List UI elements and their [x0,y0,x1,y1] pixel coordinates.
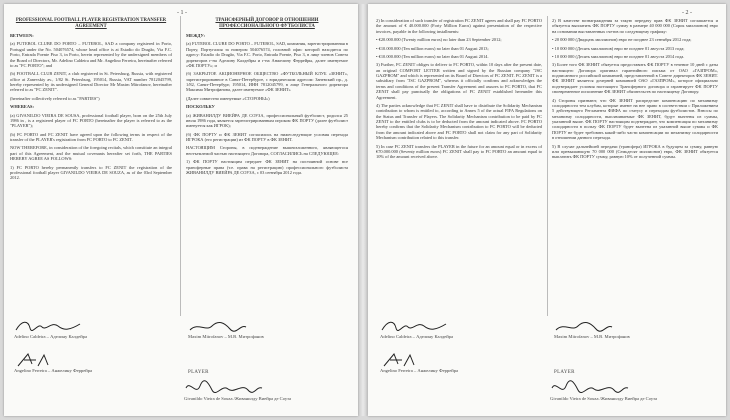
clause-5-ru: 5) В случае дальнейшей передачи (трансфера) ИГРОКА в будущем за сумму, равную или превышающую 70 000 000 (Семьдесят миллионов) евро, ФК ЗЕНИТ обязуется выплатить ФК ПОРТУ сумму, равную 10% от полученной суммы. [552,143,718,160]
clause-4-ru: 4) Стороны признают, что ФК ЗЕНИТ распределит компенсацию по механизму солидарности тем клубам, которые имеют на нее право в соответствии с Приложением 5 действующего Регламента ФИФА по статусу и переходам футболистов. Взносы по механизму солидарности, выплачиваемые ФК ЗЕНИТ, будут вычтены из суммы, указанной выше. ФК ПОРТУ настоящим подтверждает, что компенсация по механизму солидарности в пользу ФК ПОРТУ будет вычтена из указанной выше суммы и ФК ПОРТУ не будет требовать какой-либо части компенсации по механизму солидарности в отношении данного перехода. [552,97,718,141]
column-divider [547,16,548,316]
porto-signatory-names: Adelino Caldeira – Аделину Калдейра [14,334,87,339]
whereas-label-en: WHEREAS: [10,104,34,110]
porto-signature-2 [380,352,458,373]
english-column [376,18,542,163]
handwritten-signature-icon [188,320,248,334]
handwritten-signature-icon [554,320,614,334]
porto-signatory-names-2: Angelino Ferreira – Анжелину Феррейра [14,368,93,373]
party-a-ru: (а) FUTEBOL CLUBE DO PORTO – FUTEBOL, SAD, компания, зарегистрированная в Порту, Португалия за номером 504076574, головной офис которой находится по адресу: Estadio do Dragão, Via F.C. Porto, Entrada Poente, Piso 3, в лице членов Совета директоров г-на Аделину Калдейры и г-на Анжелину Феррейры, далее именуемое «ФК ПОРТУ»; и [186,41,348,68]
signature-block [368,316,726,416]
player-label: PLAYER [554,370,575,375]
zenit-signature [188,320,264,339]
page-1 [4,4,358,416]
parties-note-en: (hereinafter collectively referred to as "PARTIES") [10,95,100,101]
player-signature [184,380,291,401]
book-spine [359,4,367,416]
clause-5-en: 5) In case FC ZENIT transfers the PLAYER in the future for an amount equal or in excess of €70.000.000 (Seventy million euros) FC ZENIT shall pay to FC PORTO an amount equal to 10% of the amount received above. [376,143,542,160]
zenit-signatory-name: Maxim Mitrofanov – М.В. Митрофанов [554,334,630,339]
clause-4-en: 4) The parties acknowledge that FC ZENIT shall have to distribute the Solidarity Mechanism contribution to whom is entitled to, according to Annex 5 of the actual FIFA Regulations on the Status and Transfer of Players. The Solidarity Mechanism contribution to be paid by FC ZENIT to the entitled clubs is to be deducted from the amount indicated above. FC PORTO hereby confirms that the Solidarity Mechanism contribution to FC PORTO will be deducted from the amount indicated above and FC PORTO shall not claim for any part of Solidarity Mechanism contribution related to this transfer. [376,102,542,141]
installment-2-en: • €10.000.000 (Ten million euros) no later than 01 August 2013; [376,45,489,51]
whereas-b-ru: (б) ФК ПОРТУ и ФК ЗЕНИТ согласились на нижеследующие условия перехода ИГРОКА (его регистрации) из ФК ПОРТУ в ФК ЗЕНИТ. [186,131,348,143]
player-signature [550,380,657,401]
whereas-a-en: (a) GIVANILDO VIEIRA DE SOUSA, professional football player, born on the 25th July 1986 in , is a registered player of FC PORTO (hereinafter the player is referred to as the "PLAYER"); [10,112,172,129]
player-signatory-name: Givanildo Vieira de Souza /Живанилду Виейра де Соуза [184,396,292,401]
handwritten-signature-icon [380,318,450,334]
party-b-en: (b) FOOTBALL CLUB ZENIT, a club registered in St. Petersburg, Russia, with registered office at Zanevskiy av., 1/82 St. Petersburg, 195014, Russia, VAT number 7812045799, hereby represented by its undersigned General Director Mr Maxim Mitrofanov, hereinafter referred to as "FC ZENIT". [10,71,172,93]
handwritten-signature-icon [380,352,420,368]
handwritten-signature-icon [184,380,264,396]
installment-1-en: • €20.000.000 (Twenty million euros) no later than 23 September 2012; [376,37,502,43]
player-signatory-name: Givanildo Vieira de Souza /Живанилду Виейра де Соуза [550,396,658,401]
parties-note-ru: (Далее совместно именуемые «СТОРОНЫ») [186,95,270,101]
signature-block [4,316,358,416]
clause-1-en: 1) FC PORTO hereby permanently transfers to FC ZENIT the registration of the professional football player GIVANILDO VIEIRA DE SOUZA, as of the 03rd September 2012. [10,164,172,181]
now-therefore-en: NOW THEREFORE, in consideration of the foregoing recitals, which constitute an integral part of this Agreement, and the mutual covenants hereafter set forth, THE PARTIES HEREBY AGREE AS FOLLOWS: [10,145,172,162]
handwritten-signature-icon [550,380,630,396]
clause-3-ru: 3) Более того ФК ЗЕНИТ обязуется предоставить ФК ПОРТУ в течение 10 дней с даты настоящего Договора оригинал гарантийного письма от ОАО «ГАЗПРОМ», подписанного российской компанией, представленной в Совете директоров ФК ЗЕНИТ. ФК ЗЕНИТ является дочерней компанией ОАО «ГАЗПРОМ», которое официально подтверждает условия настоящего Трансферного договора и гарантирует ФК ПОРТУ своевременное исполнение ФК ЗЕНИТ обязательств по настоящему Договору. [552,62,718,95]
zenit-signatory-name: Maxim Mitrofanov – М.В. Митрофанов [188,334,264,339]
clause-1-ru: 1) ФК ПОРТУ настоящим передает ФК ЗЕНИТ на постоянной основе все трансферные права (т.е. права на регистрацию) профессионального футболиста ЖИВАНИЛДУ ВИЕЙРА ДЕ СОУЗА, с 03 сентября 2012 года. [186,159,348,175]
porto-signatory-names: Adelino Caldeira – Аделину Калдейра [380,334,453,339]
player-label: PLAYER [188,370,209,375]
handwritten-signature-icon [14,318,84,334]
installment-1-ru: • 20 000 000 (Двадцать миллионов) евро не позднее 23 сентября 2012 года; [552,37,692,43]
russian-column [552,18,718,163]
whereas-label-ru: ПОСКОЛЬКУ [186,104,215,110]
installment-2-ru: • 10 000 000 (Десять миллионов) евро не позднее 01 августа 2013 года; [552,45,685,51]
whereas-b-en: (b) FC PORTO and FC ZENIT have agreed upon the following terms in respect of the transfer of the PLAYER's registration from FC PORTO to FC ZENIT. [10,131,172,143]
between-label-ru: МЕЖДУ: [186,33,206,39]
whereas-a-ru: (а) ЖИВАНИЛДУ ВИЕЙРА ДЕ СОУЗА, профессиональный футболист, родился 25 июля 1986 года, является зарегистрированным игроком ФК ПОРТУ (далее футболист именуется как ИГРОК); [186,112,348,129]
between-label-en: BETWEEN: [10,33,34,39]
clause-2-ru: 2) В качестве вознаграждения за такую передачу прав ФК ЗЕНИТ соглашается и обязуется выплатить ФК ПОРТУ сумму в размере 40 000 000 (Сорок миллионов) евро на основании выставленных счетов по следующему графику: [552,18,718,34]
porto-signature-2 [14,352,92,373]
english-column [10,18,172,184]
russian-column [186,18,348,178]
clause-2-en: 2) In consideration of such transfer of registration FC ZENIT agrees and shall pay FC PORTO the amount of € 40.000.000 (Forty Million Euros) against presentation of the respective invoices, payable in the following installments: [376,18,542,34]
zenit-signature [554,320,630,339]
party-b-ru: (б) ЗАКРЫТОЕ АКЦИОНЕРНОЕ ОБЩЕСТВО «ФУТБОЛЬНЫЙ КЛУБ «ЗЕНИТ», зарегистрированное в Санкт-Петербурге, с юридическим адресом: Заневский пр., д. 1/82, Санкт-Петербург, 195014, ИНН 7812045799, в лице Генерального директора Максима Митрофанова, далее именуемое «ФК ЗЕНИТ» [186,71,348,93]
party-a-en: (a) FUTEBOL CLUBE DO PORTO – FUTEBOL, SAD a company registered in Porto, Portugal under the No. 504076574, whose head office is at Estadio do Dragão, Via F.C. Porto, Entrada Poente Piso 3, in Porto, herein represented by the undersigned members of the Board of Directors, Mr. Adelino Caldeira and Mr. Angelino Ferreira, hereinafter referred to as "FC PORTO"; and [10,41,172,68]
page-number: - 1 - [177,10,187,16]
column-divider [180,16,181,316]
handwritten-signature-icon [14,352,54,368]
page-2 [368,4,726,416]
installment-3-en: • €10.000.000 (Ten million euros) no later than 01 August 2014. [376,53,489,59]
agreement-heading-ru: ТРАНСФЕРНЫЙ ДОГОВОР В ОТНОШЕНИИ ПРОФЕССИОНАЛЬНОГО ФУТБОЛИСТА [215,18,319,29]
porto-signatory-names-2: Angelino Ferreira – Анжелину Феррейра [380,368,459,373]
installment-3-ru: • 10 000 000 (Десять миллионов) евро не позднее 01 августа 2014 года. [552,53,685,59]
porto-signature-1 [380,318,453,339]
agreement-heading-en: PROFESSIONAL FOOTBALL PLAYER REGISTRATION TRANSFER AGREEMENT [15,18,167,29]
page-number: - 2 - [682,10,692,16]
clause-3-en: 3) Further, FC ZENIT obliges to deliver to FC PORTO, within 10 days after the present date, an original COMFORT LETTER written and signed by the Russian company "JSC GAZPROM" and which is represented on its Board of Directors of FC ZENIT. FC ZENIT is a subsidiary from "JSC GAZPROM", whereas it officially confirms and acknowledges the terms and conditions of the present Transfer Agreement and assures to FC PORTO, that FC ZENIT shall pay punctually the obligations of FC ZENIT established hereunder this Agreement. [376,62,542,100]
porto-signature-1 [14,318,87,339]
now-therefore-ru: НАСТОЯЩИМ Стороны, в подтверждение вышеизложенного, являющегося неотъемлемой частью настоящего Договора, СОГЛАСИЛИСЬ на СЛЕДУЮЩЕЕ: [186,145,348,156]
